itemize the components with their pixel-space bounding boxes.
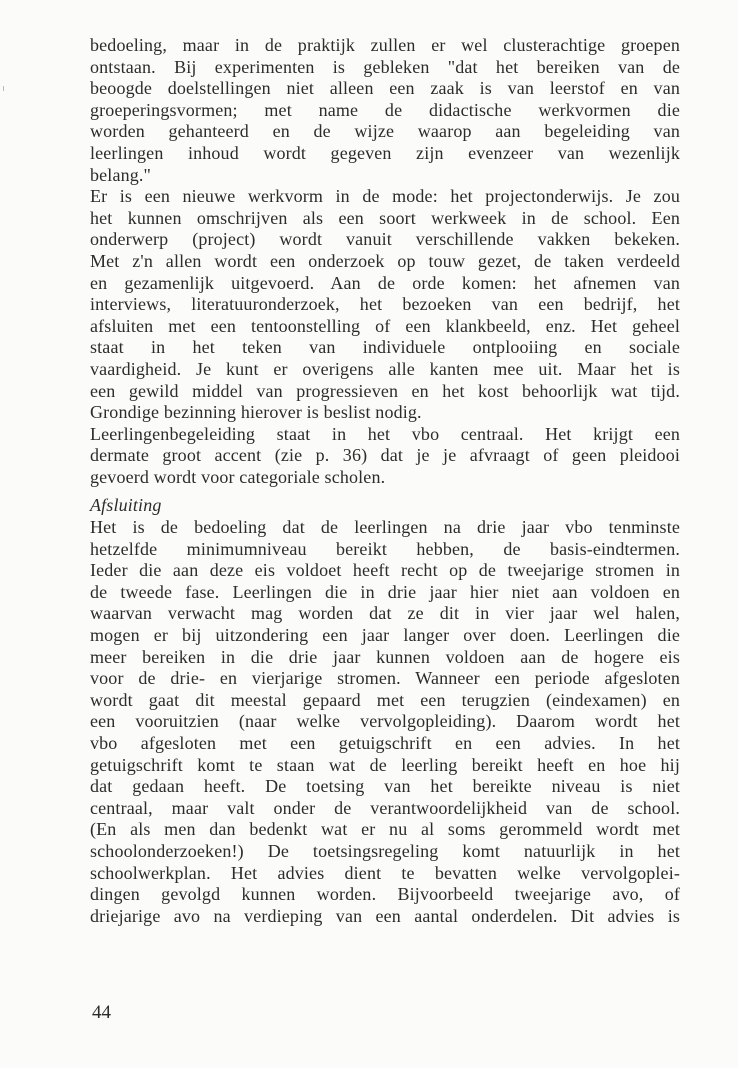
text-line: mogen er bij uitzondering een jaar langer over doen. Leerlingen die: [90, 625, 680, 646]
text-line: voor de drie- en vierjarige stromen. Wanneer een periode afgesloten: [90, 668, 680, 689]
text-line: (En als men dan bedenkt wat er nu al soms gerommeld wordt met: [90, 819, 680, 840]
text-line: driejarige avo na verdieping van een aantal onderdelen. Dit advies is: [90, 905, 680, 926]
text-line: wordt gaat dit meestal gepaard met een terugzien (eindexamen) en: [90, 689, 680, 710]
text-line: meer bereiken in die drie jaar kunnen voldoen aan de hogere eis: [90, 646, 680, 667]
text-line: Met z'n allen wordt een onderzoek op touw gezet, de taken verdeeld: [90, 250, 680, 271]
text-line: afsluiten met een tentoonstelling of een klankbeeld, enz. Het geheel: [90, 315, 680, 336]
text-line: bedoeling, maar in de praktijk zullen er wel clusterachtige groepen: [90, 35, 680, 55]
text-line: groeperingsvormen; met name de didactische werkvormen die: [90, 99, 680, 120]
text-line: de tweede fase. Leerlingen die in drie jaar hier niet aan voldoen en: [90, 581, 680, 602]
text-line: vbo afgesloten met een getuigschrift en een advies. In het: [90, 733, 680, 753]
paragraph: [90, 35, 680, 186]
text-line: dat gedaan heeft. De toetsing van het bereikte niveau is niet: [90, 776, 680, 797]
text-line: leerlingen inhoud wordt gegeven zijn evenzeer van wezenlijk: [90, 142, 680, 163]
page-number: 44: [92, 1002, 111, 1023]
paragraph: [90, 424, 680, 489]
text-line: schoolwerkplan. Het advies dient te bevatten welke vervolgoplei-: [90, 862, 680, 883]
text-line: gevoerd wordt voor categoriale scholen.: [90, 466, 386, 487]
text-line: dermate groot accent (zie p. 36) dat je je afvraagt of geen pleidooi: [90, 445, 680, 466]
text-line: Leerlingenbegeleiding staat in het vbo centraal. Het krijgt een: [90, 423, 680, 444]
scan-edge-mark: [3, 86, 4, 91]
text-line: ontstaan. Bij experimenten is gebleken "dat het bereiken van de: [90, 56, 680, 77]
text-line: waarvan verwacht mag worden dat ze dit in vier jaar wel halen,: [90, 603, 680, 624]
text-line: interviews, literatuuronderzoek, het bezoeken van een bedrijf, het: [90, 294, 680, 315]
text-line: dingen gevolgd kunnen worden. Bijvoorbeeld tweejarige avo, of: [90, 884, 680, 905]
text-line: worden gehanteerd en de wijze waarop aan begeleiding van: [90, 121, 680, 142]
section-heading: Afsluiting: [90, 495, 162, 516]
text-line: Er is een nieuwe werkvorm in de mode: het projectonderwijs. Je zou: [90, 186, 680, 207]
text-line: Ieder die aan deze eis voldoet heeft recht op de tweejarige stromen in: [90, 560, 680, 581]
paragraph: [90, 517, 680, 927]
text-line: centraal, maar valt onder de verantwoordelijkheid van de school.: [90, 797, 680, 818]
text-line: getuigschrift komt te staan wat de leerling bereikt heeft en hoe hij: [90, 754, 680, 775]
text-line: schoolonderzoeken!) De toetsingsregeling komt natuurlijk in het: [90, 840, 680, 861]
text-line: onderwerp (project) wordt vanuit verschillende vakken bekeken.: [90, 229, 680, 250]
text-line: Grondige bezinning hierover is beslist nodig.: [90, 402, 422, 423]
text-line: vaardigheid. Je kunt er overigens alle kanten mee uit. Maar het is: [90, 358, 680, 379]
text-line: Het is de bedoeling dat de leerlingen na drie jaar vbo tenminste: [90, 517, 680, 538]
text-line: een gewild middel van progressieven en het kost behoorlijk wat tijd.: [90, 380, 680, 401]
section-gap: [90, 488, 680, 495]
text-line: hetzelfde minimumniveau bereikt hebben, de basis-eindtermen.: [90, 538, 680, 559]
text-line: en gezamenlijk uitgevoerd. Aan de orde komen: het afnemen van: [90, 272, 680, 293]
text-line: staat in het teken van individuele ontplooiing en sociale: [90, 337, 680, 358]
text-line: beoogde doelstellingen niet alleen een zaak is van leerstof en van: [90, 78, 680, 99]
text-line: het kunnen omschrijven als een soort werkweek in de school. Een: [90, 207, 680, 228]
text-line: een vooruitzien (naar welke vervolgopleiding). Daarom wordt het: [90, 711, 680, 732]
text-line: belang.": [90, 164, 152, 185]
paragraph: [90, 186, 680, 424]
book-page-text: [90, 35, 680, 927]
